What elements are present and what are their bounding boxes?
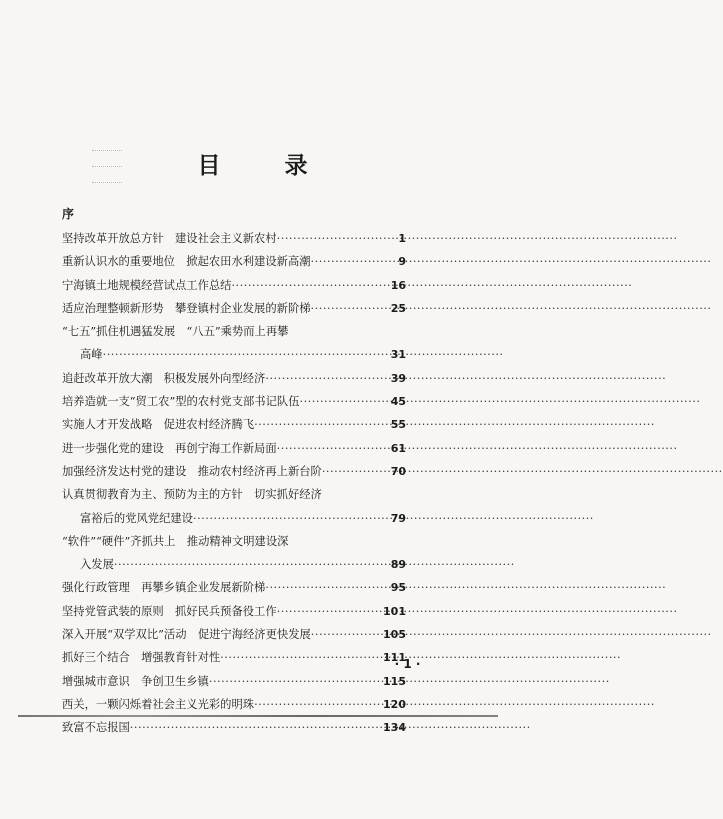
toc-entry-title: 入发展 bbox=[80, 558, 114, 572]
toc-entry-title: 西关，一颗闪烁着社会主义光彩的明珠 bbox=[62, 697, 255, 711]
toc-entry-title: 宁海镇土地规模经营试点工作总结 bbox=[62, 278, 232, 292]
toc-entry[interactable] bbox=[62, 600, 406, 623]
dot-leader bbox=[277, 227, 398, 250]
toc-entry-page: 79 bbox=[390, 511, 406, 525]
toc-entry-title: 适应治理整顿新形势 攀登镇村企业发展的新阶梯 bbox=[62, 301, 311, 315]
toc-entry-page: 25 bbox=[390, 301, 406, 315]
toc-entry-page: 70 bbox=[390, 464, 406, 478]
dot-leader bbox=[311, 297, 390, 320]
toc-entry-page: 134 bbox=[383, 721, 406, 735]
dot-leader bbox=[231, 274, 389, 297]
toc-entry[interactable] bbox=[62, 367, 406, 390]
toc-preface: 序 bbox=[62, 207, 75, 221]
toc-entry[interactable] bbox=[62, 390, 406, 413]
toc-entry-page: 39 bbox=[390, 371, 406, 385]
toc-entry-page: 16 bbox=[390, 278, 406, 292]
dot-leader bbox=[103, 343, 390, 366]
toc-entry-title: 进一步强化党的建设 再创宁海工作新局面 bbox=[62, 441, 277, 455]
dot-leader bbox=[277, 437, 390, 460]
dot-leader bbox=[322, 460, 390, 483]
toc-entry-title: 抓好三个结合 增强教育针对性 bbox=[62, 651, 221, 665]
dot-leader bbox=[265, 367, 389, 390]
toc-entry-title: 深入开展“双学双比”活动 促进宁海经济更快发展 bbox=[62, 628, 311, 642]
toc-entry[interactable] bbox=[62, 227, 406, 250]
toc-entry[interactable] bbox=[62, 716, 406, 739]
toc-entry-title: 致富不忘报国 bbox=[62, 721, 130, 735]
toc-entry-page: 111 bbox=[383, 651, 406, 665]
toc-entry-page: 101 bbox=[383, 604, 406, 618]
dot-leader bbox=[300, 390, 390, 413]
toc-entry-title: 实施人才开发战略 促进农村经济腾飞 bbox=[62, 418, 255, 432]
dot-leader bbox=[311, 250, 398, 273]
toc-entry-page: 1 bbox=[398, 232, 406, 245]
toc-entry[interactable] bbox=[62, 530, 406, 577]
dot-leader bbox=[130, 716, 382, 739]
toc-entry-title: “七五”抓住机遇猛发展 “八五”乘势而上再攀 bbox=[62, 325, 289, 339]
toc-entry[interactable] bbox=[62, 483, 406, 530]
toc-entry-page: 95 bbox=[390, 581, 406, 595]
toc-entry-page: 55 bbox=[390, 418, 406, 432]
toc-entry[interactable] bbox=[62, 460, 406, 483]
dot-leader bbox=[311, 623, 382, 646]
toc-entry[interactable] bbox=[62, 623, 406, 646]
bottom-rule bbox=[18, 715, 498, 717]
toc-entry[interactable] bbox=[62, 413, 406, 436]
toc-entry-title: 培养造就一支“贸工农”型的农村党支部书记队伍 bbox=[62, 395, 300, 409]
toc-entry-page: 61 bbox=[390, 441, 406, 455]
dot-leader bbox=[277, 600, 382, 623]
toc-entry-title: 追赶改革开放大潮 积极发展外向型经济 bbox=[62, 371, 266, 385]
toc-entry-page: 105 bbox=[383, 628, 406, 642]
toc-entry-title: 高峰 bbox=[80, 348, 103, 362]
toc-entry-title: 认真贯彻教育为主、预防为主的方针 切实抓好经济 bbox=[62, 488, 322, 502]
toc-entry[interactable] bbox=[62, 320, 406, 367]
dot-leader bbox=[265, 576, 389, 599]
toc-entry[interactable] bbox=[62, 250, 406, 273]
page-number: · 1 · bbox=[394, 657, 421, 671]
toc-entry-title: “软件”“硬件”齐抓共上 推动精神文明建设深 bbox=[62, 534, 289, 548]
dot-leader bbox=[254, 413, 390, 436]
toc-entry-page: 115 bbox=[383, 674, 406, 688]
dot-leader bbox=[193, 507, 390, 530]
toc-entry-title: 坚持改革开放总方针 建设社会主义新农村 bbox=[62, 232, 277, 245]
toc-entry[interactable] bbox=[62, 274, 406, 297]
dot-leader bbox=[254, 693, 382, 716]
toc-entry-page: 120 bbox=[383, 697, 406, 711]
toc-entry-title: 重新认识水的重要地位 掀起农田水利建设新高潮 bbox=[62, 255, 311, 269]
page-title: 目 录 bbox=[197, 153, 336, 179]
toc-entry-page: 31 bbox=[390, 348, 406, 362]
toc-entry[interactable] bbox=[62, 576, 406, 599]
dot-leader bbox=[209, 670, 382, 693]
toc-entry-title: 强化行政管理 再攀乡镇企业发展新阶梯 bbox=[62, 581, 266, 595]
toc-entry-page: 45 bbox=[390, 395, 406, 409]
toc-entry[interactable] bbox=[62, 670, 406, 693]
toc-entry-title: 富裕后的党风党纪建设 bbox=[80, 511, 193, 525]
toc-entry-title: 加强经济发达村党的建设 推动农村经济再上新台阶 bbox=[62, 464, 322, 478]
toc-entry-title: 坚持党管武装的原则 抓好民兵预备役工作 bbox=[62, 604, 277, 618]
dot-leader bbox=[114, 553, 390, 576]
toc-entry[interactable] bbox=[62, 297, 406, 320]
toc-entry-page: 89 bbox=[390, 558, 406, 572]
toc-entry-title: 增强城市意识 争创卫生乡镇 bbox=[62, 674, 209, 688]
toc-entry-page: 9 bbox=[398, 255, 406, 269]
toc-entry[interactable] bbox=[62, 693, 406, 716]
toc-entry[interactable] bbox=[62, 437, 406, 460]
